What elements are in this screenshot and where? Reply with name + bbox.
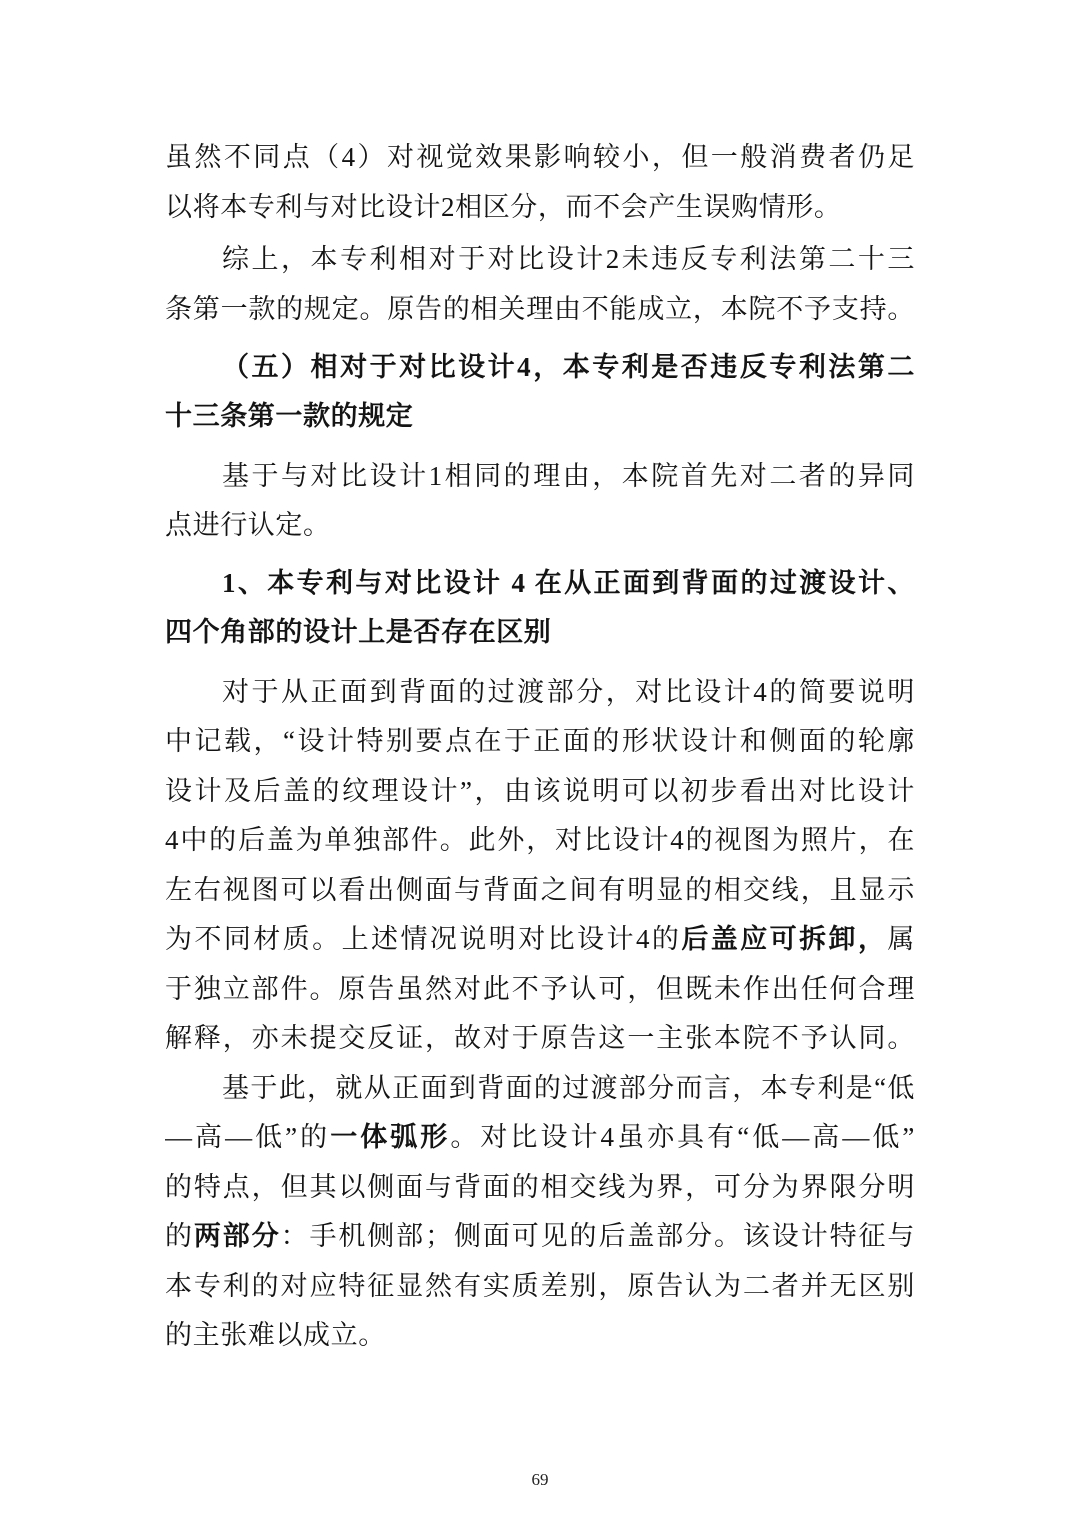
text-line: 以将本专利与对比设计2相区分，而不会产生误购情形。	[165, 191, 842, 222]
text-line: 对于从正面到背面的过渡部分，对比设计4的简要说明	[222, 676, 915, 707]
page-number: 69	[531, 1470, 549, 1489]
text-line: 左右视图可以看出侧面与背面之间有明显的相交线，且显示	[165, 874, 915, 905]
paragraph-basis	[165, 452, 915, 551]
heading-line: （五）相对于对比设计4，本专利是否违反专利法第二	[222, 351, 915, 382]
text-line	[165, 1212, 915, 1262]
text-line: 的特点，但其以侧面与背面的相交线为界，可分为界限分明	[165, 1171, 915, 1202]
text-line: 点进行认定。	[165, 510, 331, 540]
text-line: 的主张难以成立。	[165, 1320, 386, 1350]
heading-line: 四个角部的设计上是否存在区别	[165, 617, 552, 647]
text-line: 中记载，“设计特别要点在于正面的形状设计和侧面的轮廓	[165, 726, 915, 756]
text-segment: —高—低”的	[165, 1122, 331, 1152]
heading-line: 1、本专利与对比设计 4 在从正面到背面的过渡设计、	[222, 567, 915, 598]
paragraph-conclusion-design-2	[165, 235, 915, 334]
text-line: 条第一款的规定。原告的相关理由不能成立，本院不予支持。	[165, 293, 915, 324]
heading-line: 十三条第一款的规定	[165, 401, 414, 431]
text-segment: 。对比设计4虽亦具有“低—高—低”	[450, 1122, 915, 1152]
text-line: 虽然不同点（4）对视觉效果影响较小，但一般消费者仍足	[165, 142, 915, 172]
text-line: 基于此，就从正面到背面的过渡部分而言，本专利是“低	[222, 1072, 915, 1103]
bold-emphasis: 一体弧形	[330, 1122, 451, 1152]
paragraph-consumer-distinction	[165, 133, 915, 232]
text-line	[165, 1113, 915, 1163]
text-line: 4中的后盖为单独部件。此外，对比设计4的视图为照片，在	[165, 825, 915, 855]
text-line	[165, 915, 915, 965]
subsection-heading-1	[165, 559, 915, 658]
text-line: 综上，本专利相对于对比设计2未违反专利法第二十三	[222, 244, 915, 274]
text-segment: 为不同材质。上述情况说明对比设计4的	[165, 924, 682, 954]
text-line: 解释，亦未提交反证，故对于原告这一主张本院不予认同。	[165, 1023, 915, 1053]
text-segment: 的	[165, 1221, 194, 1251]
text-line: 基于与对比设计1相同的理由，本院首先对二者的异同	[222, 460, 915, 491]
text-line: 设计及后盖的纹理设计”，由该说明可以初步看出对比设计	[165, 775, 915, 806]
bold-emphasis: 后盖应可拆卸，	[681, 924, 888, 954]
paragraph-arc-shape-analysis	[165, 1064, 915, 1361]
document-body	[165, 133, 915, 1361]
bold-emphasis: 两部分	[193, 1221, 281, 1251]
paragraph-transition-analysis	[165, 668, 915, 1064]
section-heading-5	[165, 343, 915, 442]
text-line: 于独立部件。原告虽然对此不予认可，但既未作出任何合理	[165, 973, 915, 1004]
text-segment: ：手机侧部；侧面可见的后盖部分。该设计特征与	[280, 1221, 915, 1251]
text-line: 本专利的对应特征显然有实质差别，原告认为二者并无区别	[165, 1270, 915, 1301]
text-segment: 属	[887, 924, 915, 954]
